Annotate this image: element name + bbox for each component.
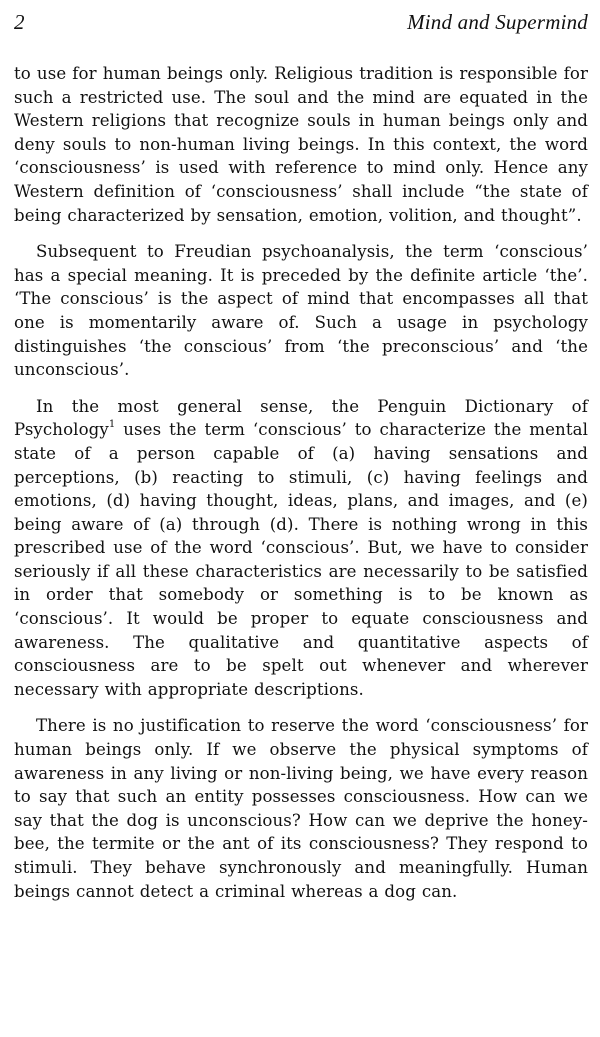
page-number: 2 [14, 10, 25, 34]
page-header [14, 10, 588, 46]
paragraph-1: to use for human beings only. Religious tradition is responsible for such a restricted use. The soul and the mind are equated in the Western religions that recognize souls in human beings only and deny souls to non-human living beings. In this context, the word ‘consciousness’ is used with reference to mind only. Hence any Western definition of ‘consciousness’ shall include “the state of being characterized by sensation, emotion, volition, and thought”. [14, 64, 588, 225]
paragraph-3-text-after: uses the term ‘conscious’ to characterize the mental state of a person capable of (a) having sensations and perceptions, (b) reacting to stimuli, (c) having feelings and emotions, (d) having thought, ideas, plans, and images, and (e) being aware of (a) through (d). There is nothing wrong in this prescribed use of the word ‘conscious’. But, we have to consider seriously if all these characteristics are necessarily to be satisfied in order that somebody or something is to be known as ‘conscious’. It would be proper to equate consciousness and awareness. The qualitative and quantitative aspects of consciousness are to be spelt out whenever and wherever necessary with appropriate descriptions. [14, 420, 588, 699]
paragraph-2: Subsequent to Freudian psychoanalysis, the term ‘conscious’ has a special meaning. It is preceded by the definite article ‘the’. ‘The conscious’ is the aspect of mind that encompasses all that one is momentarily aware of. Such a usage in psychology distinguishes ‘the conscious’ from ‘the preconscious’ and ‘the unconscious’. [14, 242, 588, 380]
paragraph-3-text-before: In the most general sense, the Penguin Dictionary of Psychology [14, 396, 588, 440]
paragraph-4: There is no justification to reserve the word ‘consciousness’ for human beings only. If we observe the physical symptoms of awareness in any living or non-living being, we have every reason to say that such an entity possesses consciousness. How can we say that the dog is unconscious? How can we deprive the honey-bee, the termite or the ant of its consciousness? They respond to stimuli. They behave synchronously and meaningfully. Human beings cannot detect a criminal whereas a dog can. [14, 716, 588, 901]
running-title: Mind and Supermind [407, 10, 588, 34]
page-body [14, 62, 588, 903]
footnote-mark: 1 [108, 418, 116, 430]
paragraph-3 [14, 395, 588, 702]
